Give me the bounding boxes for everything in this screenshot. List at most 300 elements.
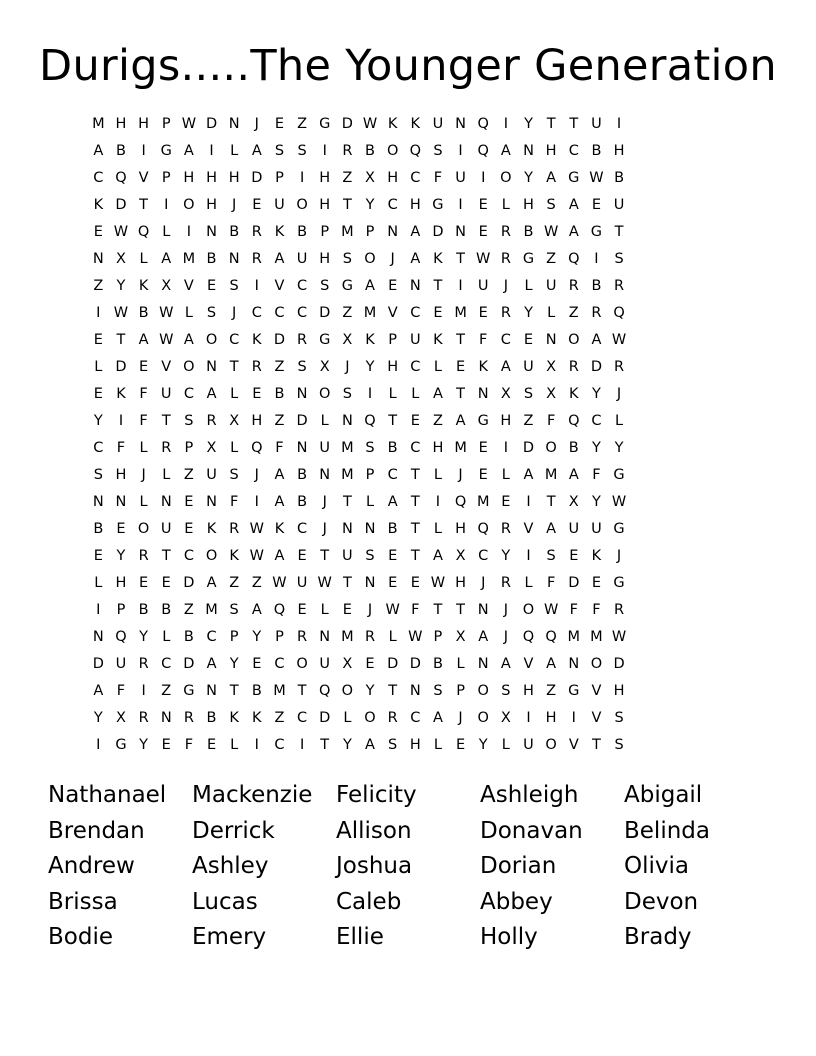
grid-letter: J: [390, 251, 395, 267]
grid-letter: T: [591, 737, 601, 753]
grid-letter: U: [523, 737, 534, 753]
grid-letter: J: [322, 494, 327, 510]
grid-letter: S: [184, 413, 194, 429]
grid-letter: I: [118, 413, 124, 429]
grid-letter: Y: [116, 278, 126, 294]
grid-letter: R: [138, 656, 149, 672]
grid-letter: E: [161, 575, 171, 591]
grid-letter: S: [523, 386, 534, 402]
grid-letter: Q: [409, 143, 421, 159]
grid-letter: B: [206, 251, 217, 267]
grid-letter: W: [611, 332, 627, 348]
grid-letter: K: [365, 332, 375, 348]
grid-letter: R: [297, 332, 308, 348]
grid-letter: V: [568, 737, 579, 753]
grid-letter: R: [251, 251, 262, 267]
grid-letter: G: [568, 683, 580, 699]
grid-letter: T: [388, 683, 398, 699]
grid-letter: G: [341, 278, 353, 294]
grid-letter: J: [141, 467, 146, 483]
grid-letter: T: [614, 224, 624, 240]
grid-letter: M: [454, 305, 467, 321]
grid-letter: U: [545, 278, 557, 294]
grid-letter: S: [365, 440, 375, 456]
grid-letter: A: [432, 548, 443, 564]
grid-letter: D: [319, 305, 331, 321]
grid-letter: B: [229, 224, 240, 240]
grid-letter: Z: [251, 575, 262, 591]
grid-letter: T: [456, 602, 465, 618]
grid-row: [87, 516, 630, 543]
grid-letter: W: [317, 575, 332, 591]
grid-letter: E: [297, 602, 307, 618]
grid-letter: R: [591, 305, 602, 321]
grid-letter: T: [139, 197, 149, 213]
grid-letter: X: [500, 386, 511, 402]
grid-letter: C: [274, 656, 285, 672]
grid-letter: X: [115, 251, 126, 267]
grid-letter: H: [455, 521, 467, 537]
grid-letter: E: [274, 116, 285, 132]
grid-letter: E: [455, 737, 466, 753]
grid-letter: D: [183, 656, 195, 672]
grid-letter: Q: [319, 683, 331, 699]
grid-letter: S: [546, 548, 556, 564]
grid-letter: R: [206, 413, 217, 429]
grid-letter: D: [115, 359, 127, 375]
grid-letter: Q: [477, 116, 489, 132]
grid-letter: N: [296, 386, 308, 402]
grid-letter: O: [386, 143, 399, 159]
grid-letter: O: [364, 251, 376, 267]
grid-letter: Y: [365, 359, 375, 375]
grid-letter: Z: [432, 413, 443, 429]
grid-letter: K: [569, 386, 579, 402]
grid-letter: A: [183, 143, 194, 159]
grid-letter: H: [387, 170, 399, 186]
grid-letter: R: [251, 359, 262, 375]
grid-letter: A: [455, 413, 466, 429]
grid-letter: S: [93, 467, 103, 483]
grid-letter: P: [161, 170, 171, 186]
grid-letter: S: [342, 386, 352, 402]
grid-letter: E: [478, 305, 488, 321]
grid-letter: C: [229, 332, 240, 348]
grid-letter: N: [319, 629, 331, 645]
grid-letter: M: [341, 629, 354, 645]
grid-letter: I: [503, 116, 508, 132]
grid-row: [87, 246, 630, 273]
grid-letter: L: [433, 359, 442, 375]
grid-row: [87, 354, 630, 381]
grid-letter: S: [365, 548, 375, 564]
grid-row: [87, 651, 630, 678]
grid-letter: J: [254, 116, 259, 132]
grid-letter: I: [96, 305, 101, 321]
grid-letter: I: [571, 710, 576, 726]
grid-letter: Y: [139, 737, 149, 753]
grid-letter: D: [568, 575, 580, 591]
grid-letter: U: [455, 170, 466, 186]
grid-letter: P: [275, 170, 284, 186]
grid-letter: S: [501, 683, 511, 699]
grid-letter: X: [546, 386, 557, 402]
grid-letter: U: [319, 440, 331, 456]
grid-letter: E: [252, 197, 262, 213]
grid-letter: Y: [342, 737, 352, 753]
grid-row: [87, 678, 630, 705]
grid-letter: G: [160, 143, 172, 159]
grid-letter: G: [183, 683, 195, 699]
grid-letter: M: [454, 440, 467, 456]
grid-letter: Y: [591, 494, 601, 510]
word-list-item: Mackenzie: [192, 782, 313, 808]
grid-letter: M: [544, 467, 558, 483]
word-list-item: Devon: [624, 888, 699, 915]
grid-letter: R: [138, 710, 149, 726]
grid-letter: A: [365, 278, 375, 294]
grid-letter: R: [342, 143, 353, 159]
grid-letter: I: [141, 683, 146, 699]
grid-letter: B: [387, 440, 398, 456]
grid-letter: H: [545, 710, 557, 726]
grid-letter: F: [479, 332, 488, 348]
grid-letter: Z: [161, 683, 172, 699]
grid-letter: T: [320, 548, 330, 564]
grid-letter: X: [455, 548, 466, 564]
word-list-item: Brendan: [48, 817, 145, 844]
grid-letter: E: [139, 359, 149, 375]
grid-letter: A: [546, 521, 557, 537]
grid-letter: B: [523, 224, 534, 240]
grid-letter: N: [92, 629, 104, 645]
grid-letter: P: [275, 629, 284, 645]
grid-letter: U: [591, 116, 602, 132]
word-list-item: Donavan: [480, 817, 583, 844]
grid-letter: A: [274, 548, 285, 564]
grid-letter: Q: [273, 602, 286, 618]
grid-letter: Z: [546, 251, 557, 267]
grid-letter: L: [320, 602, 329, 618]
grid-letter: W: [543, 224, 559, 240]
grid-letter: A: [410, 224, 421, 240]
grid-letter: D: [273, 332, 286, 348]
grid-letter: S: [320, 278, 330, 294]
grid-letter: R: [138, 548, 149, 564]
grid-letter: N: [160, 494, 172, 510]
grid-row: [87, 489, 630, 516]
grid-letter: T: [569, 116, 579, 132]
grid-letter: C: [206, 629, 217, 645]
word-list-item: Lucas: [192, 888, 258, 915]
grid-letter: N: [115, 494, 127, 510]
grid-letter: O: [590, 656, 603, 672]
grid-letter: K: [274, 224, 285, 240]
grid-letter: H: [409, 737, 421, 753]
grid-letter: Z: [274, 413, 285, 429]
grid-letter: L: [433, 521, 442, 537]
grid-letter: E: [569, 548, 579, 564]
grid-letter: N: [477, 656, 489, 672]
grid-letter: B: [274, 386, 285, 402]
grid-letter: L: [365, 494, 375, 510]
grid-letter: U: [296, 251, 308, 267]
grid-letter: A: [274, 494, 285, 510]
grid-letter: L: [94, 575, 103, 591]
grid-letter: R: [161, 440, 172, 456]
grid-letter: H: [523, 197, 534, 213]
grid-letter: N: [477, 386, 489, 402]
word-list-item: Ashley: [192, 853, 269, 879]
grid-letter: N: [319, 467, 331, 483]
grid-letter: E: [206, 278, 217, 294]
grid-letter: S: [614, 251, 624, 267]
grid-letter: S: [229, 467, 239, 483]
grid-letter: T: [410, 494, 420, 510]
grid-letter: A: [251, 143, 262, 159]
grid-letter: N: [228, 251, 240, 267]
grid-letter: M: [341, 224, 354, 240]
grid-letter: L: [524, 278, 533, 294]
grid-letter: J: [616, 386, 622, 402]
grid-letter: G: [522, 251, 535, 267]
grid-letter: G: [319, 332, 331, 348]
grid-letter: C: [410, 440, 421, 456]
grid-letter: A: [432, 710, 443, 726]
grid-letter: N: [206, 359, 217, 375]
grid-letter: J: [458, 467, 463, 483]
grid-letter: U: [319, 656, 331, 672]
grid-letter: V: [591, 710, 602, 726]
grid-letter: I: [458, 143, 463, 159]
grid-row: [87, 408, 630, 435]
grid-letter: N: [206, 683, 217, 699]
grid-letter: X: [206, 440, 217, 456]
grid-letter: R: [614, 278, 625, 294]
grid-letter: N: [228, 116, 240, 132]
word-list-item: Joshua: [336, 853, 413, 879]
grid-letter: G: [613, 467, 625, 483]
grid-letter: A: [568, 197, 579, 213]
grid-letter: F: [139, 413, 148, 429]
grid-letter: U: [274, 197, 285, 213]
grid-letter: P: [184, 440, 194, 456]
grid-letter: J: [458, 710, 463, 726]
grid-row: [87, 732, 630, 759]
grid-letter: A: [500, 359, 511, 375]
grid-letter: P: [365, 467, 375, 483]
word-list-item: Brissa: [48, 888, 118, 915]
word-list-item: Allison: [336, 817, 412, 844]
grid-letter: D: [409, 656, 421, 672]
grid-letter: F: [433, 170, 443, 186]
grid-letter: Q: [115, 170, 127, 186]
grid-letter: Z: [546, 683, 557, 699]
grid-letter: Y: [478, 737, 488, 753]
grid-letter: I: [458, 278, 463, 294]
grid-letter: I: [254, 737, 259, 753]
grid-letter: I: [526, 548, 531, 564]
grid-letter: Y: [524, 116, 533, 132]
grid-letter: G: [477, 413, 489, 429]
grid-letter: O: [500, 170, 512, 186]
grid-letter: O: [545, 737, 557, 753]
grid-letter: A: [523, 467, 534, 483]
grid-letter: M: [341, 440, 354, 456]
grid-letter: O: [183, 359, 195, 375]
grid-letter: A: [568, 467, 579, 483]
grid-letter: E: [161, 737, 171, 753]
grid-letter: W: [113, 305, 129, 321]
grid-letter: A: [410, 251, 421, 267]
grid-letter: G: [613, 521, 625, 537]
grid-letter: K: [433, 332, 443, 348]
grid-letter: B: [387, 521, 398, 537]
grid-letter: F: [592, 602, 601, 618]
grid-letter: W: [611, 494, 627, 510]
grid-letter: H: [500, 413, 512, 429]
grid-letter: V: [523, 656, 534, 672]
grid-letter: Q: [613, 305, 625, 321]
grid-letter: A: [93, 143, 104, 159]
grid-letter: Y: [139, 629, 149, 645]
grid-letter: S: [388, 737, 398, 753]
grid-letter: N: [477, 602, 489, 618]
grid-letter: N: [568, 656, 580, 672]
grid-letter: H: [545, 143, 557, 159]
grid-letter: Z: [183, 467, 194, 483]
grid-letter: U: [409, 332, 421, 348]
grid-letter: V: [183, 278, 194, 294]
grid-row: [87, 165, 630, 192]
grid-letter: I: [209, 143, 214, 159]
grid-letter: Y: [614, 440, 624, 456]
grid-letter: W: [362, 116, 378, 132]
grid-letter: Z: [183, 602, 194, 618]
grid-letter: H: [387, 359, 399, 375]
word-list-item: Andrew: [48, 853, 135, 879]
grid-letter: C: [410, 359, 421, 375]
grid-letter: T: [388, 413, 398, 429]
grid-letter: T: [297, 683, 307, 699]
grid-letter: A: [478, 629, 489, 645]
grid-letter: T: [229, 683, 239, 699]
grid-letter: S: [433, 683, 443, 699]
grid-letter: K: [387, 116, 398, 132]
grid-letter: K: [93, 197, 104, 213]
grid-letter: H: [455, 575, 467, 591]
grid-letter: L: [230, 440, 239, 456]
grid-letter: U: [523, 359, 534, 375]
grid-letter: Z: [274, 359, 285, 375]
grid-letter: H: [432, 440, 444, 456]
grid-letter: T: [320, 737, 330, 753]
grid-letter: K: [410, 116, 421, 132]
grid-letter: E: [93, 548, 103, 564]
grid-letter: P: [229, 629, 239, 645]
grid-letter: M: [363, 305, 377, 321]
grid-row: [87, 111, 630, 138]
grid-letter: R: [364, 629, 376, 645]
word-list-item: Abigail: [624, 782, 703, 808]
grid-letter: Y: [591, 386, 601, 402]
grid-letter: B: [614, 170, 625, 186]
grid-letter: I: [594, 251, 599, 267]
grid-letter: J: [503, 602, 508, 618]
grid-letter: R: [251, 224, 262, 240]
word-list-item: Ellie: [336, 924, 384, 950]
grid-letter: H: [613, 143, 625, 159]
grid-letter: R: [614, 359, 625, 375]
grid-letter: O: [137, 521, 150, 537]
grid-letter: L: [456, 656, 465, 672]
grid-letter: N: [409, 683, 421, 699]
grid-letter: W: [159, 305, 174, 321]
grid-letter: E: [410, 413, 420, 429]
grid-letter: E: [591, 575, 601, 591]
grid-letter: Y: [524, 305, 533, 321]
grid-letter: W: [476, 251, 491, 267]
grid-letter: U: [160, 386, 172, 402]
word-list-item: Derrick: [192, 817, 275, 844]
grid-letter: B: [206, 710, 217, 726]
grid-letter: Q: [115, 629, 127, 645]
grid-letter: I: [254, 278, 259, 294]
grid-letter: N: [455, 116, 466, 132]
grid-letter: C: [297, 305, 308, 321]
grid-letter: D: [251, 170, 263, 186]
grid-letter: D: [613, 656, 625, 672]
grid-letter: W: [385, 602, 400, 618]
grid-letter: F: [546, 413, 556, 429]
grid-letter: I: [481, 170, 486, 186]
grid-letter: B: [568, 440, 579, 456]
grid-letter: E: [591, 197, 601, 213]
grid-letter: I: [435, 494, 441, 510]
grid-letter: A: [546, 170, 557, 186]
grid-letter: L: [388, 386, 397, 402]
grid-letter: A: [206, 656, 217, 672]
grid-letter: T: [161, 413, 171, 429]
grid-letter: O: [522, 602, 535, 618]
grid-letter: Z: [274, 710, 285, 726]
grid-letter: D: [432, 224, 444, 240]
grid-letter: E: [501, 494, 511, 510]
grid-letter: S: [614, 710, 624, 726]
grid-letter: D: [183, 575, 195, 591]
grid-letter: E: [388, 575, 398, 591]
grid-letter: A: [568, 224, 579, 240]
grid-letter: B: [93, 521, 104, 537]
grid-letter: K: [433, 251, 443, 267]
grid-letter: I: [254, 494, 259, 510]
grid-letter: E: [388, 278, 398, 294]
grid-letter: O: [183, 197, 195, 213]
grid-letter: F: [139, 386, 148, 402]
grid-letter: E: [206, 737, 217, 753]
grid-letter: Q: [477, 143, 489, 159]
grid-letter: V: [138, 170, 149, 186]
grid-letter: Y: [93, 413, 103, 429]
grid-letter: W: [113, 224, 129, 240]
grid-letter: N: [545, 332, 557, 348]
grid-letter: Y: [501, 548, 511, 564]
grid-letter: T: [410, 548, 420, 564]
grid-letter: K: [138, 278, 149, 294]
grid-letter: N: [364, 575, 376, 591]
grid-letter: L: [139, 494, 148, 510]
grid-letter: Q: [454, 494, 467, 510]
